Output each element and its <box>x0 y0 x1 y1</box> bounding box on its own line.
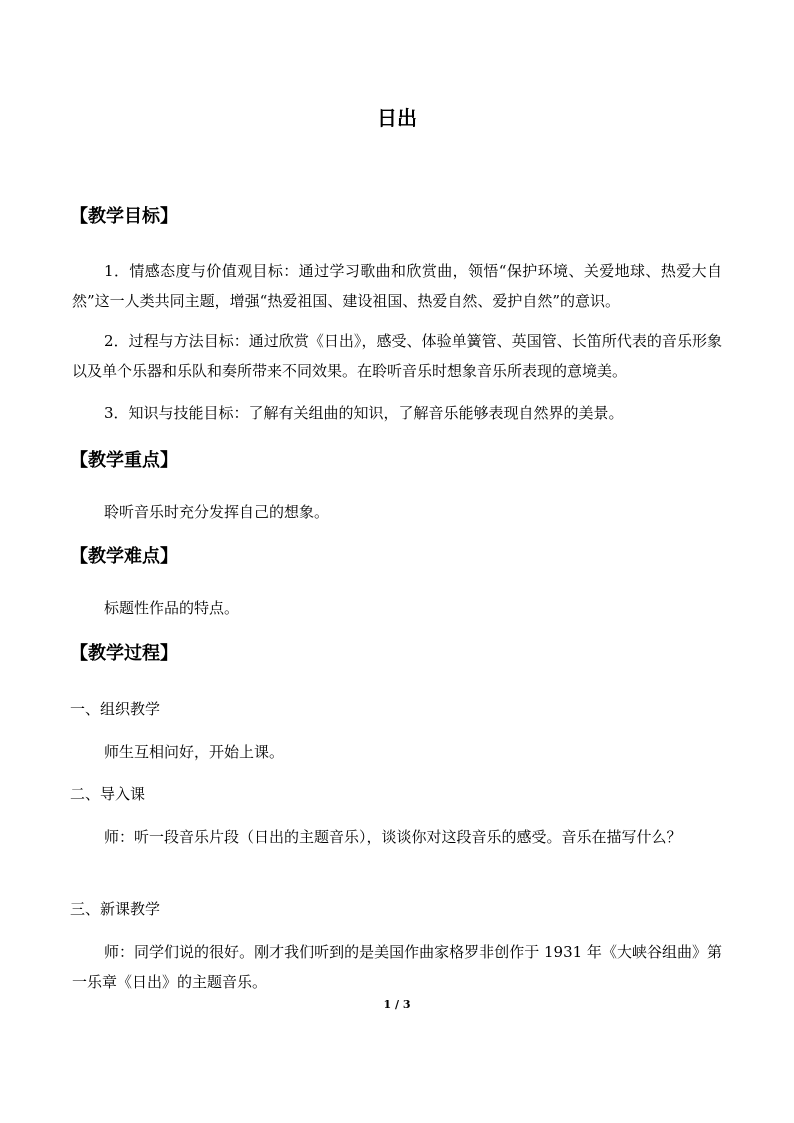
process-step-label-3: 三、新课教学 <box>70 900 161 918</box>
difficulties-text: 标题性作品的特点。 <box>104 599 240 617</box>
process-step-text-3: 师：同学们说的很好。刚才我们听到的是美国作曲家格罗非创作于 1931 年《大峡谷组曲》第一乐章《日出》的主题音乐。 <box>72 943 722 991</box>
process-step-text-2: 师：听一段音乐片段（日出的主题音乐），谈谈你对这段音乐的感受。音乐在描写什么？ <box>104 828 682 846</box>
heading-difficulties: 【教学难点】 <box>70 546 178 567</box>
objective-item-2: 2．过程与方法目标：通过欣赏《日出》，感受、体验单簧管、英国管、长笛所代表的音乐形象以及单个乐器和乐队和奏所带来不同效果。在聆听音乐时想象音乐所表现的意境美。 <box>72 332 722 380</box>
process-step-label-1: 一、组织教学 <box>70 700 161 718</box>
heading-objectives: 【教学目标】 <box>70 206 178 227</box>
page-indicator: 1 / 3 <box>383 998 411 1011</box>
objective-item-3: 3．知识与技能目标：了解有关组曲的知识，了解音乐能够表现自然界的美景。 <box>104 404 624 422</box>
process-step-label-2: 二、导入课 <box>70 785 146 803</box>
process-step-text-1: 师生互相问好，开始上课。 <box>104 743 285 761</box>
document-title: 日出 <box>377 106 417 130</box>
heading-process: 【教学过程】 <box>70 643 178 664</box>
objective-item-1: 1．情感态度与价值观目标：通过学习歌曲和欣赏曲，领悟“保护环境、关爱地球、热爱大自然”这一人类共同主题，增强“热爱祖国、建设祖国、热爱自然、爱护自然”的意识。 <box>72 262 722 310</box>
heading-key-points: 【教学重点】 <box>70 450 178 471</box>
key-points-text: 聆听音乐时充分发挥自己的想象。 <box>104 503 330 521</box>
